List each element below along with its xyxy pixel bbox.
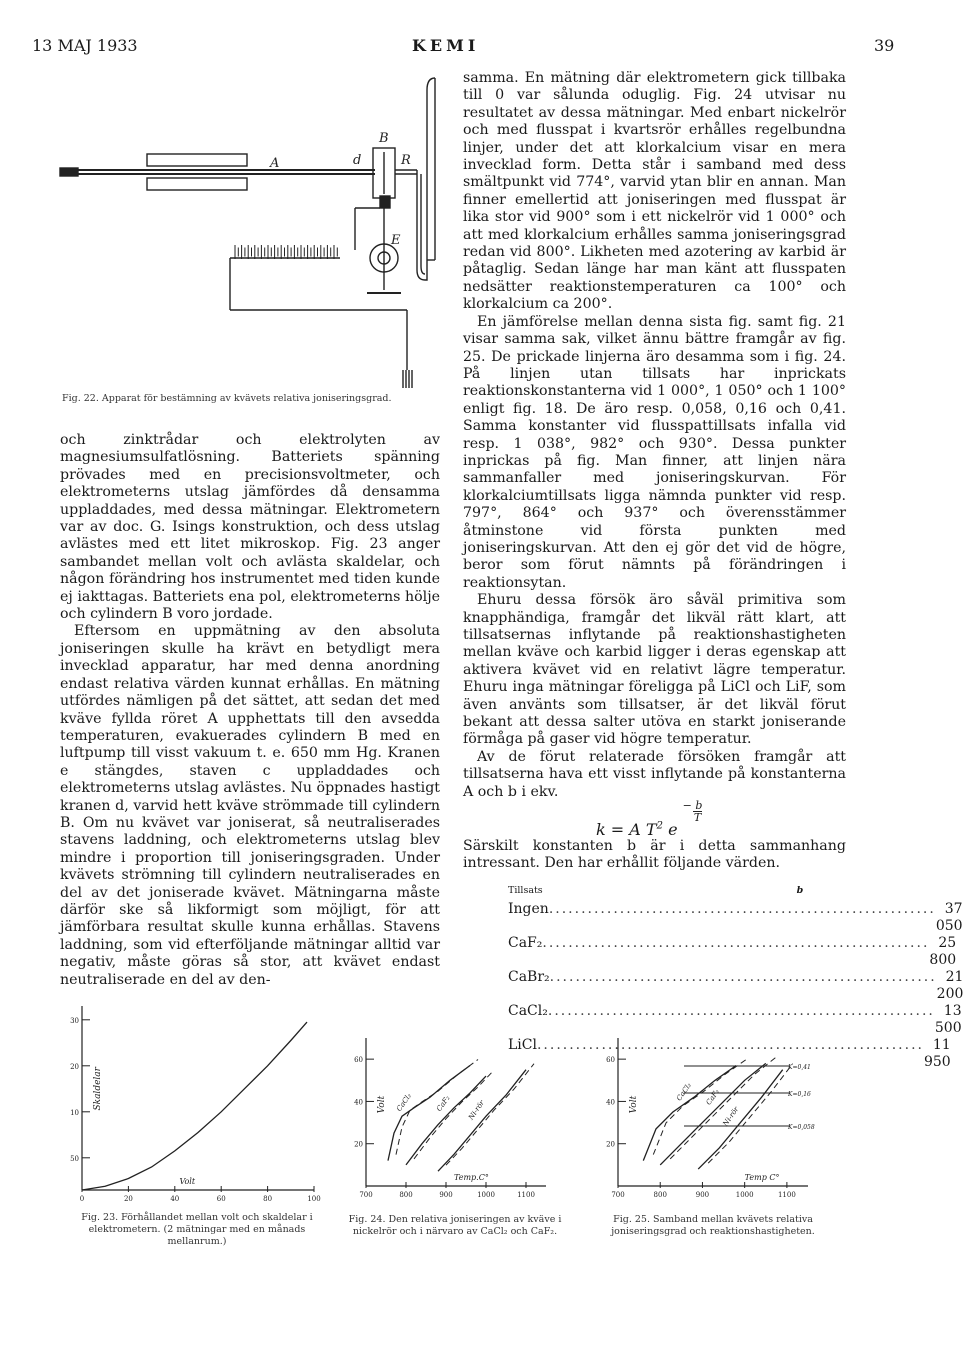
fig22-apparatus — [55, 70, 445, 400]
x-tick-label: 700 — [611, 1191, 625, 1199]
right-paragraph-3: Ehuru dessa försök äro såväl primitiva som knapphändiga, framgår det likväl rätt klart, att tillsatsernas inflytande på reaktionshastigheten mellan kväve och karbid ligger i deras egenskap att aktivera kvävet vid en relativt lägre temperatur. Ehuru inga mätningar föreligga på LiCl och LiF, som även använts som tillsatser, är det likväl förut bekant att dessa salter utöva en starkt joniserande förmåga på gaser vid högre temperatur. — [463, 592, 846, 748]
table-cell-value: 21 200 — [936, 969, 963, 1002]
y-tick-label: 50 — [70, 1154, 79, 1163]
x-axis-label: Temp C° — [744, 1173, 780, 1182]
series-label: CaCl₂ — [675, 1081, 694, 1103]
table-leader-dots: ............................................................ — [548, 901, 936, 917]
y-axis-label: Volt — [629, 1095, 639, 1114]
x-tick-label: 60 — [216, 1195, 226, 1203]
table-leader-dots: ............................................................ — [536, 1037, 924, 1053]
k-level-label: K=0,16 — [788, 1091, 811, 1098]
series-label: CaF₂ — [435, 1094, 452, 1113]
x-tick-label: 800 — [399, 1191, 413, 1199]
x-axis-label: Temp.C° — [454, 1173, 489, 1182]
table-cell-name: LiCl — [508, 1037, 537, 1053]
series-label: Ni-rör — [721, 1105, 741, 1128]
left-paragraph-2: Eftersom en uppmätning av den absoluta joniseringen skulle ha krävt en betydligt mera invecklad apparatur, har med denna anordning endast relativa värden kunnat erhållas. En mätning utfördes nämligen på det sättet, att sedan det med kväve fyllda röret A upphettats till den avsedda temperaturen, evakuerades cylindern B med en luftpump till visst vakuum t. e. 650 mm Hg. Kranen e stängdes, staven c uppladdades och elektrometerns utslag avlästes. Nu öppnades hastigt kranen d, varvid hett kväve strömmade till cylindern B. Om nu kvävet var joniserat, så neutraliserades stavens laddning, och elektrometerns utslag blev mindre i proportion till joniseringsgraden. Under kvävets strömning till cylindern neutraliserades en del av det joniserade kvävet. Mätningarna måste därför ske så likformigt som möjligt, för att jämförbara resultat skulle kunna erhållas. Stavens laddning, som vid efterföljande mätningar alltid var negativ, måste göras så stor, att kvävet endast neutraliserade en del av den- — [60, 623, 440, 988]
label-R: R — [401, 153, 411, 168]
x-tick-label: 1000 — [735, 1191, 754, 1199]
fig25-caption: Fig. 25. Samband mellan kvävets relativa joniseringsgrad och reaktionshastigheten. — [611, 1214, 815, 1237]
x-tick-label: 800 — [653, 1191, 667, 1199]
series-label: Ni-rör — [467, 1099, 487, 1122]
table-leader-dots: ............................................................ — [542, 935, 930, 951]
table-cell-value: 13 500 — [934, 1003, 962, 1036]
label-E: E — [391, 233, 401, 248]
y-tick-label: 60 — [354, 1056, 363, 1065]
page-number: 39 — [874, 36, 895, 55]
series-line-2 — [438, 1070, 526, 1172]
fig22-caption: Fig. 22. Apparat för bestämning av kvävets relativa joniseringsgrad. — [62, 393, 392, 404]
fig25-chart — [594, 1030, 834, 1210]
y-tick-label: 60 — [606, 1056, 615, 1065]
table-header-left: Tillsats — [508, 885, 543, 896]
series-dashed-2 — [446, 1064, 534, 1166]
x-tick-label: 100 — [307, 1195, 321, 1203]
label-d: d — [353, 153, 362, 168]
k-level-label: K=0,058 — [788, 1124, 815, 1131]
x-tick-label: 40 — [170, 1195, 180, 1203]
label-B: B — [379, 131, 389, 146]
right-column — [463, 70, 846, 801]
y-axis-label: Volt — [377, 1095, 387, 1114]
x-tick-label: 900 — [439, 1191, 453, 1199]
x-tick-label: 1100 — [517, 1191, 535, 1199]
y-tick-label: 40 — [606, 1098, 615, 1107]
equation-denominator: T — [693, 811, 702, 824]
series-dashed-1 — [414, 1070, 494, 1159]
fig23-caption: Fig. 23. Förhållandet mellan volt och skaldelar i elektrometern. (2 mätningar med en månads mellanrum.) — [81, 1212, 313, 1247]
y-axis-label: Skaldelar — [93, 1067, 103, 1111]
x-tick-label: 0 — [79, 1195, 85, 1203]
left-paragraph-1: och zinktrådar och elektrolyten av magnesiumsulfatlösning. Batteriets spänning prövades med en precisionsvoltmeter, och elektrometerns utslag jämfördes då densamma uppladdades, med dessa mätningar. Elektrometern var av doc. G. Isings konstruktion, och dess utslag avlästes med ett litet mikroskop. Fig. 23 anger sambandet mellan volt och avlästa skaldelar, och någon förändring hos instrumentet med tiden kunde ej iakttagas. Batteriets ena pol, elektrometerns hölje och cylindern B voro jordade. — [60, 432, 440, 623]
fig24-caption: Fig. 24. Den relativa joniseringen av kväve i nickelrör och i närvaro av CaCl₂ och CaF₂. — [348, 1214, 562, 1237]
table-leader-dots: ............................................................ — [549, 969, 937, 985]
right-paragraph-4: Av de förut relaterade försöken framgår att tillsatserna hava ett visst inflytande på konstanterna A och b i ekv. — [463, 748, 846, 800]
y-tick-label: 20 — [70, 1062, 79, 1071]
series-label: CaF₂ — [704, 1087, 722, 1107]
x-tick-label: 80 — [263, 1195, 273, 1203]
table-cell-name: CaF₂ — [508, 935, 543, 951]
table-row — [508, 935, 957, 969]
journal-title: KEMI — [412, 36, 480, 55]
x-tick-label: 20 — [123, 1195, 133, 1203]
table-cell-name: CaBr₂ — [508, 969, 550, 985]
x-tick-label: 1100 — [777, 1191, 796, 1199]
y-tick-label: 10 — [70, 1108, 79, 1117]
fig23-chart — [60, 1000, 330, 1210]
k-level-label: K=0,41 — [788, 1064, 811, 1071]
table-leader-dots: ............................................................ — [547, 1003, 935, 1019]
table-header-right: b — [796, 885, 804, 896]
equation: k = A $T^2$ e $\frac{- b}{T}$ — [596, 799, 703, 839]
equation-e: e — [668, 820, 678, 839]
table-cell-value: 37 050 — [935, 901, 963, 934]
equation-lhs: k = A T — [596, 820, 657, 839]
table-cell-name: CaCl₂ — [508, 1003, 548, 1019]
equation-exponent: 2 — [656, 820, 663, 832]
page-date: 13 MAJ 1933 — [32, 36, 138, 55]
right-paragraph-1: samma. En mätning där elektrometern gick tillbaka till 0 var sålunda oduglig. Fig. 24 utvisar nu resultatet av dessa mätningar. Med enbart nickelrör och med flusspat i kvartsrör erhålles regelbundna linjer, under det att klorkalcium visar en mera invecklad form. Detta står i samband med dess smältpunkt vid 774°, varvid ytan blir en annan. Man finner emellertid att joniseringen med flusspat är lika stor vid 900° som i ett nickelrör vid 1 000° och att med klorkalcium erhålles samma joniseringsgrad redan vid 800°. Likheten med azotering av karbid är påtaglig. Sedan länge har man känt att flusspaten nedsätter reaktionstemperaturen ca 100° och klorkalcium ca 200°. — [463, 70, 846, 313]
y-tick-label: 20 — [354, 1140, 363, 1149]
x-tick-label: 700 — [359, 1191, 373, 1199]
table-row — [508, 969, 963, 1003]
y-tick-label: 20 — [606, 1140, 615, 1149]
series-line-0 — [643, 1066, 736, 1161]
table-cell-value: 11 950 — [923, 1037, 951, 1070]
table-cell-name: Ingen — [508, 901, 549, 917]
right-paragraph-2: En jämförelse mellan denna sista fig. samt fig. 21 visar samma sak, vilket ännu bättre framgår av fig. 25. De prickade linjerna äro desamma som i fig. 24. På linjen utan tillsats har inprickats reaktionskonstanterna vid 1 000°, 1 050° och 1 100° enligt fig. 18. De äro resp. 0,058, 0,16 och 0,41. Samma konstanter vid flusspattillsats infalla vid resp. 1 038°, 982° och 930°. Dessa punkter inprickas på fig. Man finner, att linjen nära sammanfaller med joniseringskurvan. För klorkalciumtillsats ligga nämnda punkter vid resp. 797°, 864° och 937° och överensstämmer åtminstone vid första punkten med joniseringskurvan. Att den ej gör det vid de högre, beror som förut nämnts på förändringen i reaktionsytan. — [463, 313, 846, 591]
left-column — [60, 432, 440, 989]
table-row — [508, 901, 963, 935]
y-tick-label: 30 — [70, 1016, 79, 1025]
after-formula-text: Särskilt konstanten b är i detta sammanhang intressant. Den har erhållit följande värden. — [463, 838, 846, 872]
label-A: A — [270, 156, 280, 171]
x-tick-label: 900 — [695, 1191, 710, 1199]
fig24-chart — [342, 1030, 562, 1210]
x-tick-label: 1000 — [477, 1191, 495, 1199]
y-tick-label: 40 — [354, 1098, 363, 1107]
x-axis-label: Volt — [179, 1177, 196, 1186]
series-label: CaCl₂ — [395, 1091, 414, 1113]
table-cell-value: 25 800 — [929, 935, 957, 968]
equation-numerator: b — [695, 799, 703, 812]
series-line-0 — [82, 1022, 307, 1190]
